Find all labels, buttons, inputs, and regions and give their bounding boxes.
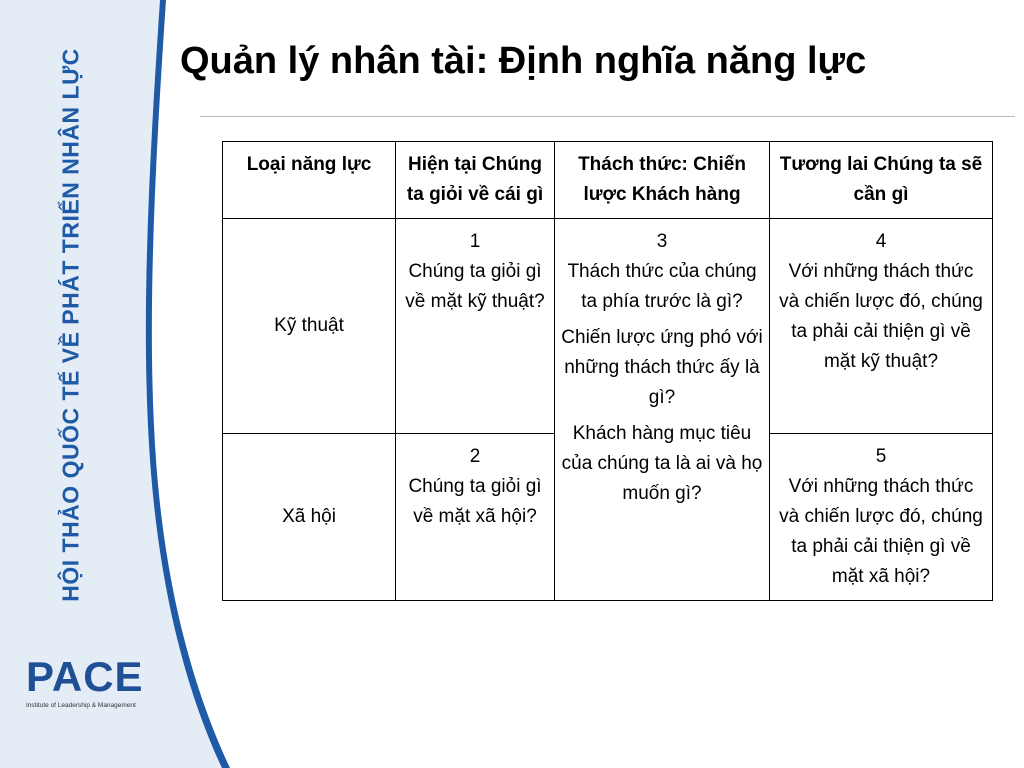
- row-label-technical: Kỹ thuật: [223, 219, 396, 434]
- table-row: [223, 219, 993, 434]
- header-competency-type: Loại năng lực: [223, 142, 396, 219]
- table-header-row: [223, 142, 993, 219]
- logo-subtitle: Institute of Leadership & Management: [26, 702, 136, 709]
- cell-challenge: [555, 219, 770, 601]
- cell-number: 3: [656, 231, 668, 252]
- header-future: Tương lai Chúng ta sẽ cần gì: [770, 142, 993, 219]
- header-current: Hiện tại Chúng ta giỏi về cái gì: [396, 142, 555, 219]
- cell-text: Chúng ta giỏi gì về mặt xã hội?: [408, 476, 542, 527]
- competency-table: [222, 141, 993, 601]
- cell-future-social: [770, 434, 993, 601]
- cell-current-technical: [396, 219, 555, 434]
- cell-text: Chúng ta giỏi gì về mặt kỹ thuật?: [405, 261, 545, 312]
- cell-text: Với những thách thức và chiến lược đó, chúng ta phải cải thiện gì về mặt xã hội?: [779, 476, 983, 587]
- row-label-social: Xã hội: [223, 434, 396, 601]
- title-divider: [200, 116, 1015, 117]
- conference-vertical-title: HỘI THẢO QUỐC TẾ VỀ PHÁT TRIỂN NHÂN LỰC: [57, 48, 84, 602]
- cell-number: 2: [469, 446, 481, 467]
- challenge-question-2: Chiến lược ứng phó với những thách thức ấy là gì?: [561, 327, 763, 408]
- sidebar-panel: [0, 0, 230, 768]
- header-challenge: Thách thức: Chiến lược Khách hàng: [555, 142, 770, 219]
- pace-logo: [26, 653, 146, 709]
- cell-number: 1: [469, 231, 481, 252]
- challenge-question-1: Thách thức của chúng ta phía trước là gì?: [567, 261, 757, 312]
- slide-title: Quản lý nhân tài: Định nghĩa năng lực: [180, 40, 867, 82]
- cell-number: 4: [875, 231, 887, 252]
- cell-future-technical: [770, 219, 993, 434]
- logo-name: PACE: [26, 653, 144, 700]
- challenge-question-3: Khách hàng mục tiêu của chúng ta là ai và họ muốn gì?: [561, 423, 763, 504]
- cell-number: 5: [875, 446, 887, 467]
- cell-text: Với những thách thức và chiến lược đó, chúng ta phải cải thiện gì về mặt kỹ thuật?: [779, 261, 983, 372]
- cell-current-social: [396, 434, 555, 601]
